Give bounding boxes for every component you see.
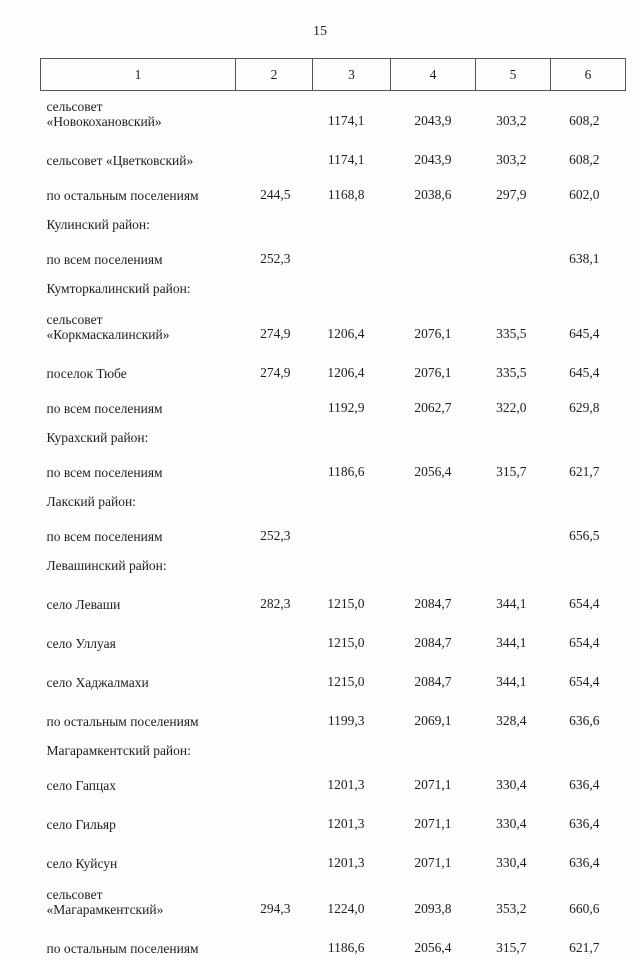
value-cell-5: 344,1 [476,577,551,616]
header-row [41,59,626,91]
district-heading-row [41,420,626,449]
header-col-4: 4 [391,59,476,91]
district-name: Лакский район: [47,494,624,509]
table-row [41,300,626,346]
value-cell-5: 344,1 [476,655,551,694]
value-cell-3: 1186,6 [313,449,391,484]
settlement-name-line: сельсовет [47,887,234,902]
value-cell-3: 1215,0 [313,655,391,694]
table-row [41,513,626,548]
header-col-3: 3 [313,59,391,91]
settlement-cell [41,694,236,733]
table-row [41,797,626,836]
value-cell-2: 274,9 [236,346,313,385]
value-cell-5: 315,7 [476,921,551,960]
tariff-table [40,58,626,960]
header-col-6: 6 [551,59,626,91]
value-cell-6: 636,6 [551,694,626,733]
table-row [41,236,626,271]
value-cell-3: 1201,3 [313,836,391,875]
district-heading-row [41,484,626,513]
value-cell-3: 1174,1 [313,91,391,134]
value-cell-6: 621,7 [551,449,626,484]
district-heading-row [41,733,626,762]
settlement-name-line: «Магарамкентский» [47,902,234,917]
value-cell-5: 330,4 [476,762,551,797]
value-cell-3: 1201,3 [313,762,391,797]
value-cell-2 [236,655,313,694]
settlement-cell [41,449,236,484]
table-row [41,577,626,616]
value-cell-4: 2076,1 [391,300,476,346]
table-row [41,91,626,134]
district-heading-row [41,548,626,577]
value-cell-2 [236,133,313,172]
settlement-cell [41,762,236,797]
district-name: Магарамкентский район: [47,743,624,758]
value-cell-5: 353,2 [476,875,551,921]
table-row [41,694,626,733]
settlement-cell [41,385,236,420]
value-cell-2: 244,5 [236,172,313,207]
table-row [41,875,626,921]
settlement-name-line: село Гапцах [47,778,234,793]
district-name: Кумторкалинский район: [47,281,624,296]
value-cell-4: 2069,1 [391,694,476,733]
value-cell-3 [313,236,391,271]
value-cell-2 [236,921,313,960]
value-cell-2 [236,797,313,836]
value-cell-3: 1206,4 [313,300,391,346]
value-cell-4: 2043,9 [391,91,476,134]
table-row [41,921,626,960]
value-cell-4: 2071,1 [391,762,476,797]
value-cell-2 [236,449,313,484]
value-cell-2 [236,836,313,875]
value-cell-6: 636,4 [551,836,626,875]
settlement-cell [41,655,236,694]
settlement-name-line: сельсовет [47,99,234,114]
value-cell-3: 1224,0 [313,875,391,921]
value-cell-4: 2056,4 [391,449,476,484]
value-cell-6: 654,4 [551,616,626,655]
page-number: 15 [0,24,640,40]
settlement-cell [41,797,236,836]
value-cell-6: 660,6 [551,875,626,921]
settlement-name-line: «Новокохановский» [47,114,234,129]
district-heading [41,271,626,300]
value-cell-6: 654,4 [551,577,626,616]
settlement-name-line: «Коркмаскалинский» [47,327,234,342]
value-cell-4: 2084,7 [391,655,476,694]
settlement-cell [41,91,236,134]
district-name: Кулинский район: [47,217,624,232]
value-cell-5: 303,2 [476,91,551,134]
value-cell-5 [476,236,551,271]
value-cell-6: 645,4 [551,346,626,385]
settlement-name-line: по остальным поселениям [47,188,234,203]
value-cell-4: 2062,7 [391,385,476,420]
settlement-name-line: село Леваши [47,597,234,612]
value-cell-2 [236,616,313,655]
value-cell-2 [236,91,313,134]
settlement-name-line: сельсовет [47,312,234,327]
value-cell-5: 330,4 [476,836,551,875]
value-cell-2 [236,694,313,733]
settlement-cell [41,836,236,875]
header-col-5: 5 [476,59,551,91]
table-row [41,616,626,655]
value-cell-4: 2043,9 [391,133,476,172]
value-cell-4: 2038,6 [391,172,476,207]
value-cell-5: 335,5 [476,346,551,385]
settlement-cell [41,300,236,346]
value-cell-6: 629,8 [551,385,626,420]
settlement-name-line: по остальным поселениям [47,941,234,956]
value-cell-5: 322,0 [476,385,551,420]
settlement-name-line: поселок Тюбе [47,366,234,381]
value-cell-4: 2076,1 [391,346,476,385]
table-body [41,91,626,960]
settlement-name-line: по всем поселениям [47,401,234,416]
value-cell-3 [313,513,391,548]
value-cell-3: 1215,0 [313,616,391,655]
settlement-cell [41,172,236,207]
district-heading [41,733,626,762]
table-row [41,449,626,484]
settlement-cell [41,577,236,616]
value-cell-2: 294,3 [236,875,313,921]
value-cell-6: 656,5 [551,513,626,548]
value-cell-4: 2093,8 [391,875,476,921]
value-cell-5: 328,4 [476,694,551,733]
value-cell-6: 654,4 [551,655,626,694]
settlement-cell [41,346,236,385]
value-cell-6: 608,2 [551,133,626,172]
settlement-name-line: по остальным поселениям [47,714,234,729]
value-cell-6: 608,2 [551,91,626,134]
value-cell-3: 1199,3 [313,694,391,733]
table-row [41,172,626,207]
value-cell-2: 274,9 [236,300,313,346]
value-cell-4: 2056,4 [391,921,476,960]
value-cell-3: 1168,8 [313,172,391,207]
value-cell-2 [236,385,313,420]
table-row [41,762,626,797]
value-cell-4: 2084,7 [391,616,476,655]
settlement-name-line: по всем поселениям [47,252,234,267]
settlement-name-line: село Гильяр [47,817,234,832]
value-cell-2: 282,3 [236,577,313,616]
value-cell-4: 2071,1 [391,836,476,875]
district-name: Курахский район: [47,430,624,445]
settlement-name-line: по всем поселениям [47,529,234,544]
value-cell-3: 1192,9 [313,385,391,420]
header-col-2: 2 [236,59,313,91]
settlement-cell [41,236,236,271]
value-cell-3: 1174,1 [313,133,391,172]
value-cell-3: 1186,6 [313,921,391,960]
value-cell-6: 602,0 [551,172,626,207]
table-row [41,655,626,694]
value-cell-5: 315,7 [476,449,551,484]
value-cell-6: 636,4 [551,797,626,836]
table-row [41,836,626,875]
value-cell-2: 252,3 [236,513,313,548]
settlement-name-line: по всем поселениям [47,465,234,480]
district-heading [41,548,626,577]
district-heading [41,207,626,236]
value-cell-2: 252,3 [236,236,313,271]
district-name: Левашинский район: [47,558,624,573]
settlement-name-line: село Куйсун [47,856,234,871]
value-cell-5: 344,1 [476,616,551,655]
value-cell-5 [476,513,551,548]
district-heading-row [41,271,626,300]
table-row [41,346,626,385]
value-cell-5: 297,9 [476,172,551,207]
value-cell-4 [391,236,476,271]
settlement-cell [41,616,236,655]
value-cell-3: 1215,0 [313,577,391,616]
value-cell-3: 1206,4 [313,346,391,385]
value-cell-6: 638,1 [551,236,626,271]
district-heading [41,420,626,449]
value-cell-6: 645,4 [551,300,626,346]
value-cell-5: 303,2 [476,133,551,172]
value-cell-6: 636,4 [551,762,626,797]
header-col-1: 1 [41,59,236,91]
settlement-name-line: село Хаджалмахи [47,675,234,690]
value-cell-2 [236,762,313,797]
value-cell-6: 621,7 [551,921,626,960]
value-cell-4: 2084,7 [391,577,476,616]
table-row [41,133,626,172]
settlement-cell [41,921,236,960]
settlement-name-line: село Уллуая [47,636,234,651]
value-cell-3: 1201,3 [313,797,391,836]
settlement-cell [41,133,236,172]
table-row [41,385,626,420]
settlement-cell [41,513,236,548]
value-cell-4 [391,513,476,548]
value-cell-4: 2071,1 [391,797,476,836]
district-heading-row [41,207,626,236]
settlement-cell [41,875,236,921]
value-cell-5: 335,5 [476,300,551,346]
settlement-name-line: сельсовет «Цветковский» [47,153,234,168]
district-heading [41,484,626,513]
value-cell-5: 330,4 [476,797,551,836]
